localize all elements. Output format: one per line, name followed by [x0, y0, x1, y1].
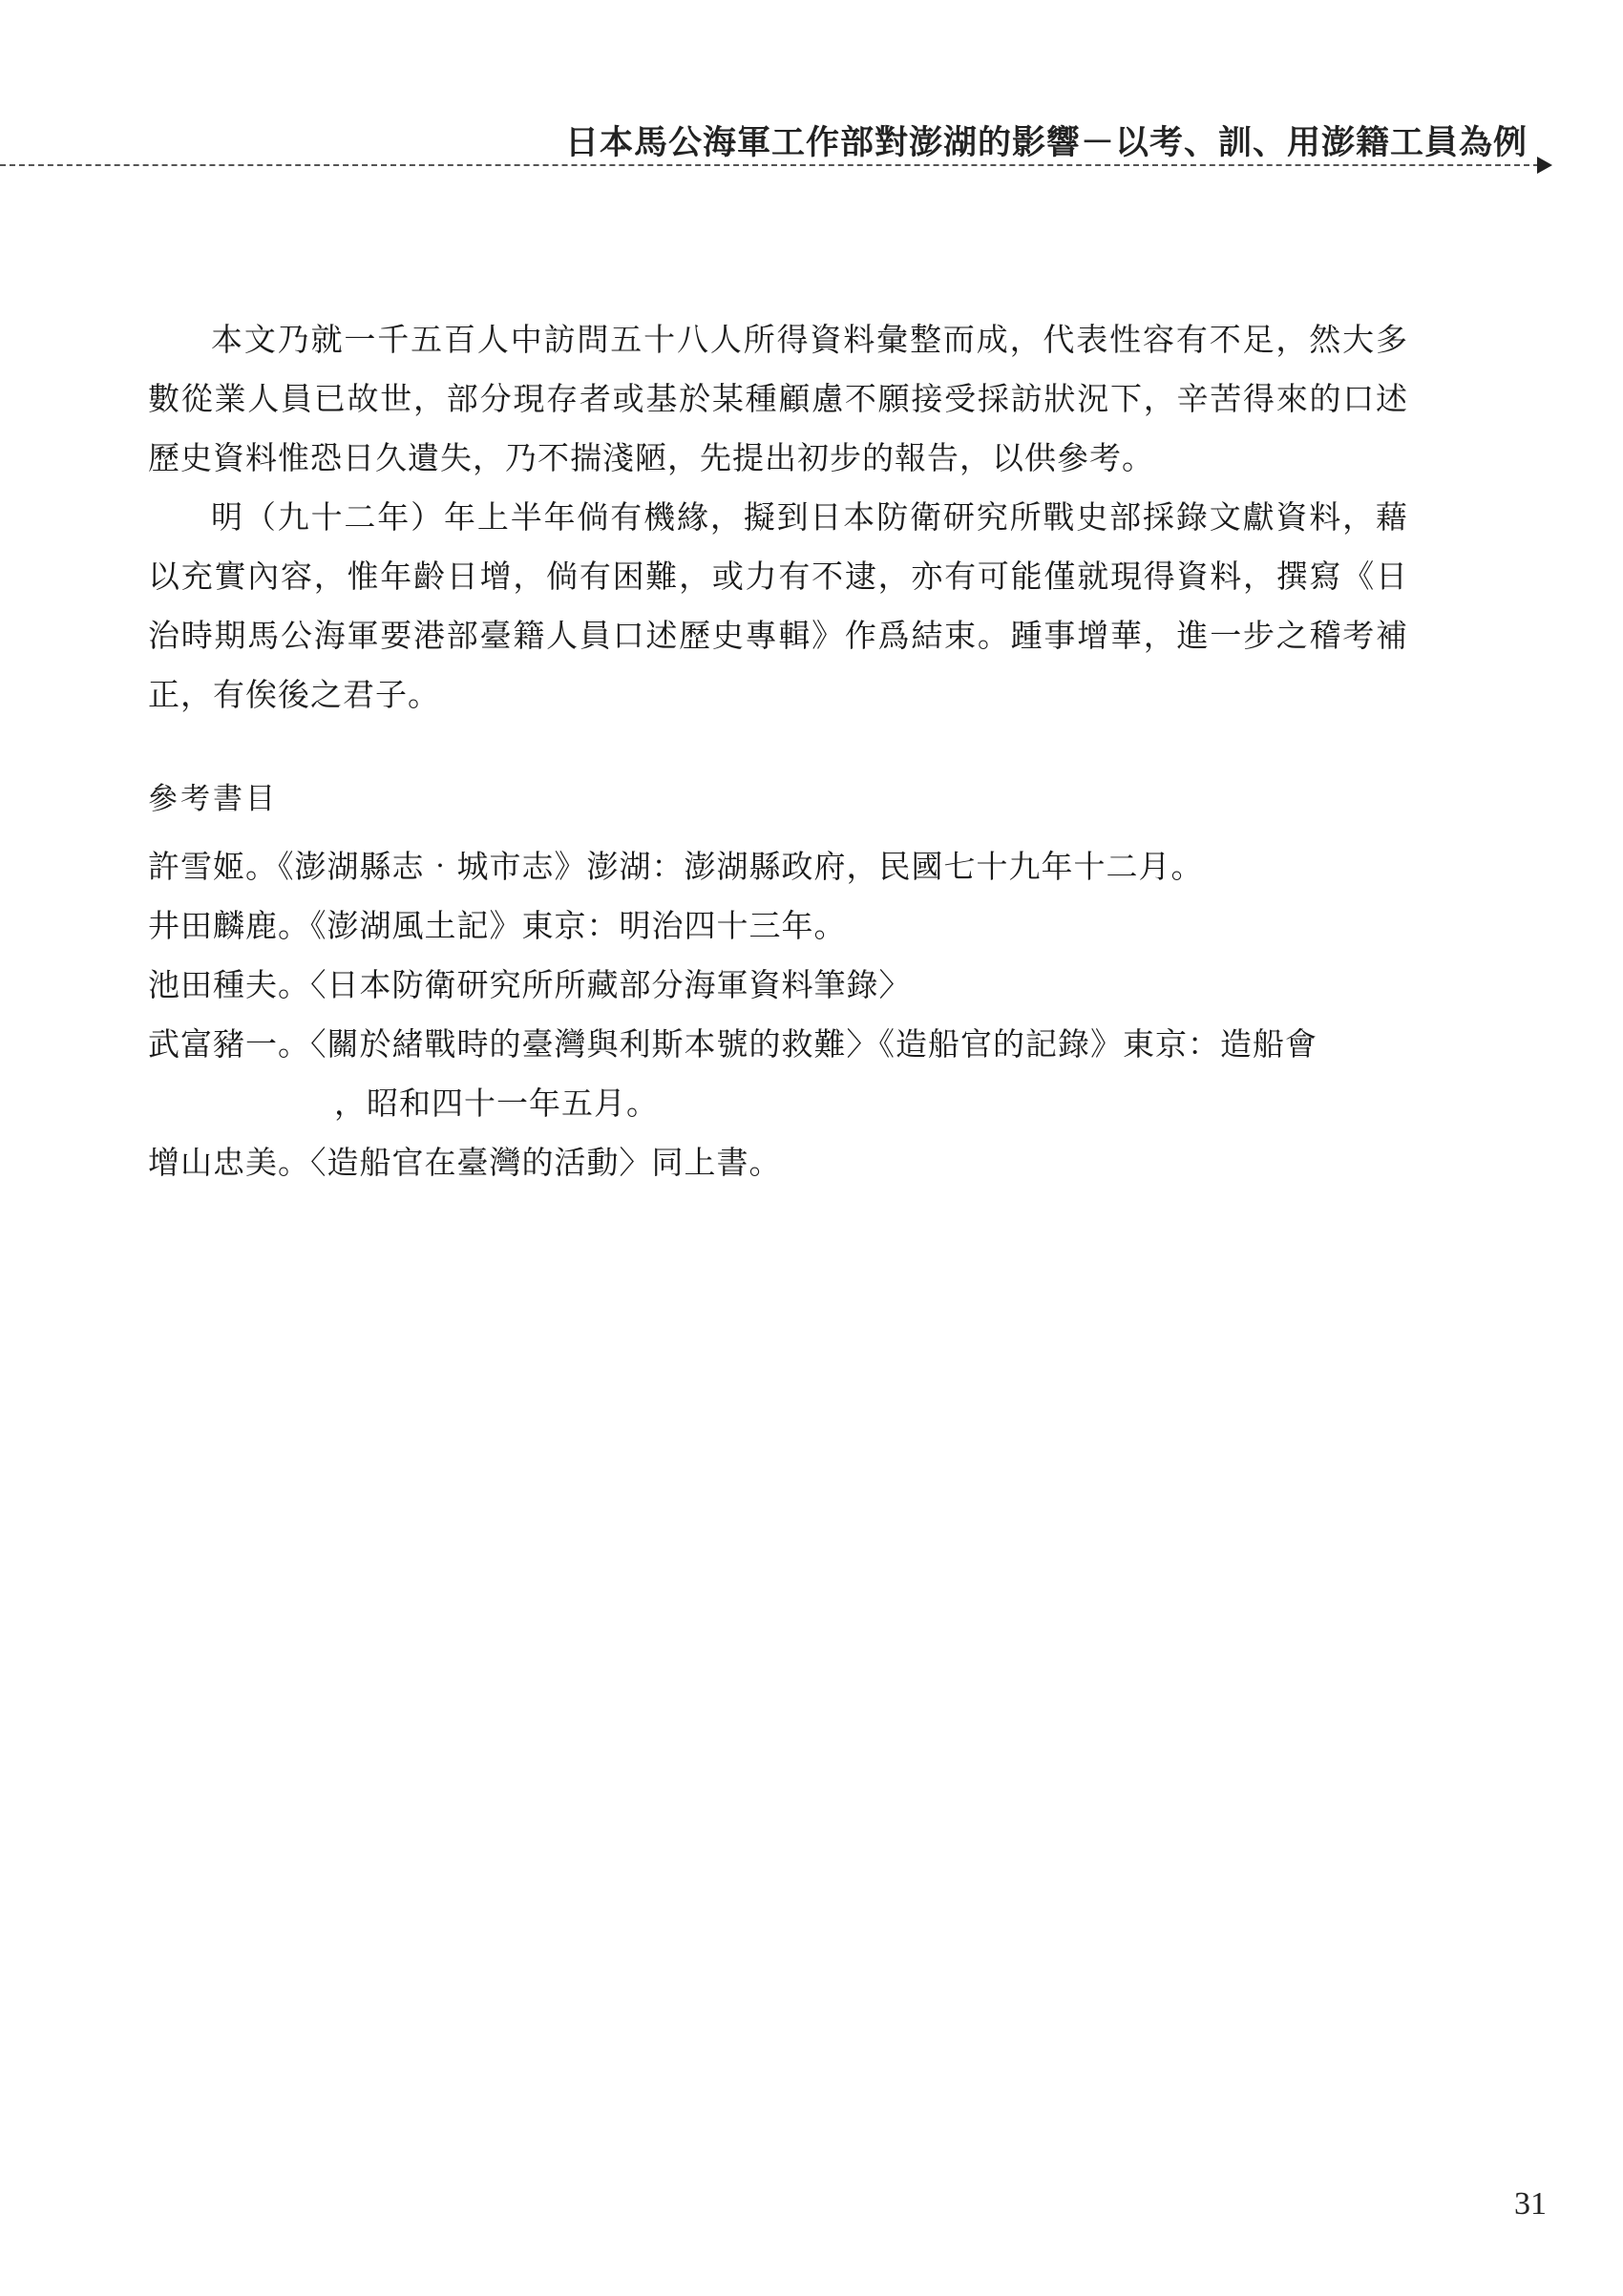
running-title: 日本馬公海軍工作部對澎湖的影響－以考、訓、用澎籍工員為例 [564, 124, 1528, 162]
reference-continuation: ，昭和四十一年五月。 [334, 1085, 659, 1122]
reference-text: 池田種夫。〈日本防衛研究所所藏部分海軍資料筆錄〉 [148, 966, 912, 1003]
reference-item [148, 896, 1408, 956]
reference-item [148, 837, 1408, 896]
reference-text: 井田麟鹿。《澎湖風土記》東京：明治四十三年。 [148, 907, 847, 944]
body-paragraph: 本文乃就一千五百人中訪問五十八人所得資料彙整而成，代表性容有不足，然大多數從業人員已故世，部分現存者或基於某種顧慮不願接受採訪狀況下，辛苦得來的口述歷史資料惟恐日久遺失，乃不揣淺陋，先提出初步的報告，以供參考。 [148, 321, 1408, 476]
page-number: 31 [1514, 2186, 1547, 2222]
reference-text: 增山忠美。〈造船官在臺灣的活動〉同上書。 [148, 1144, 782, 1181]
reference-item [148, 956, 1408, 1015]
body-paragraph: 明（九十二年）年上半年倘有機緣，擬到日本防衛研究所戰史部採錄文獻資料，藉以充實內容，惟年齡日增，倘有困難，或力有不逮，亦有可能僅就現得資料，撰寫《日治時期馬公海軍要港部臺籍人員口述歷史專輯》作爲結束。踵事增華，進一步之稽考補正，有俟後之君子。 [148, 498, 1408, 713]
references-list [148, 837, 1408, 1192]
reference-text: 許雪姬。《澎湖縣志‧城市志》澎湖：澎湖縣政府，民國七十九年十二月。 [148, 848, 1204, 885]
header-dashed-rule [0, 164, 1539, 166]
header-arrow-icon [1537, 157, 1552, 174]
reference-text: 武富豬一。〈關於緒戰時的臺灣與利斯本號的救難〉《造船官的記錄》東京：造船會 [148, 1025, 1317, 1063]
references-heading: 參考書目 [148, 782, 278, 816]
reference-item [148, 1133, 1408, 1192]
reference-item [148, 1015, 1408, 1133]
running-header [0, 0, 1623, 191]
page-content [148, 310, 1408, 1192]
